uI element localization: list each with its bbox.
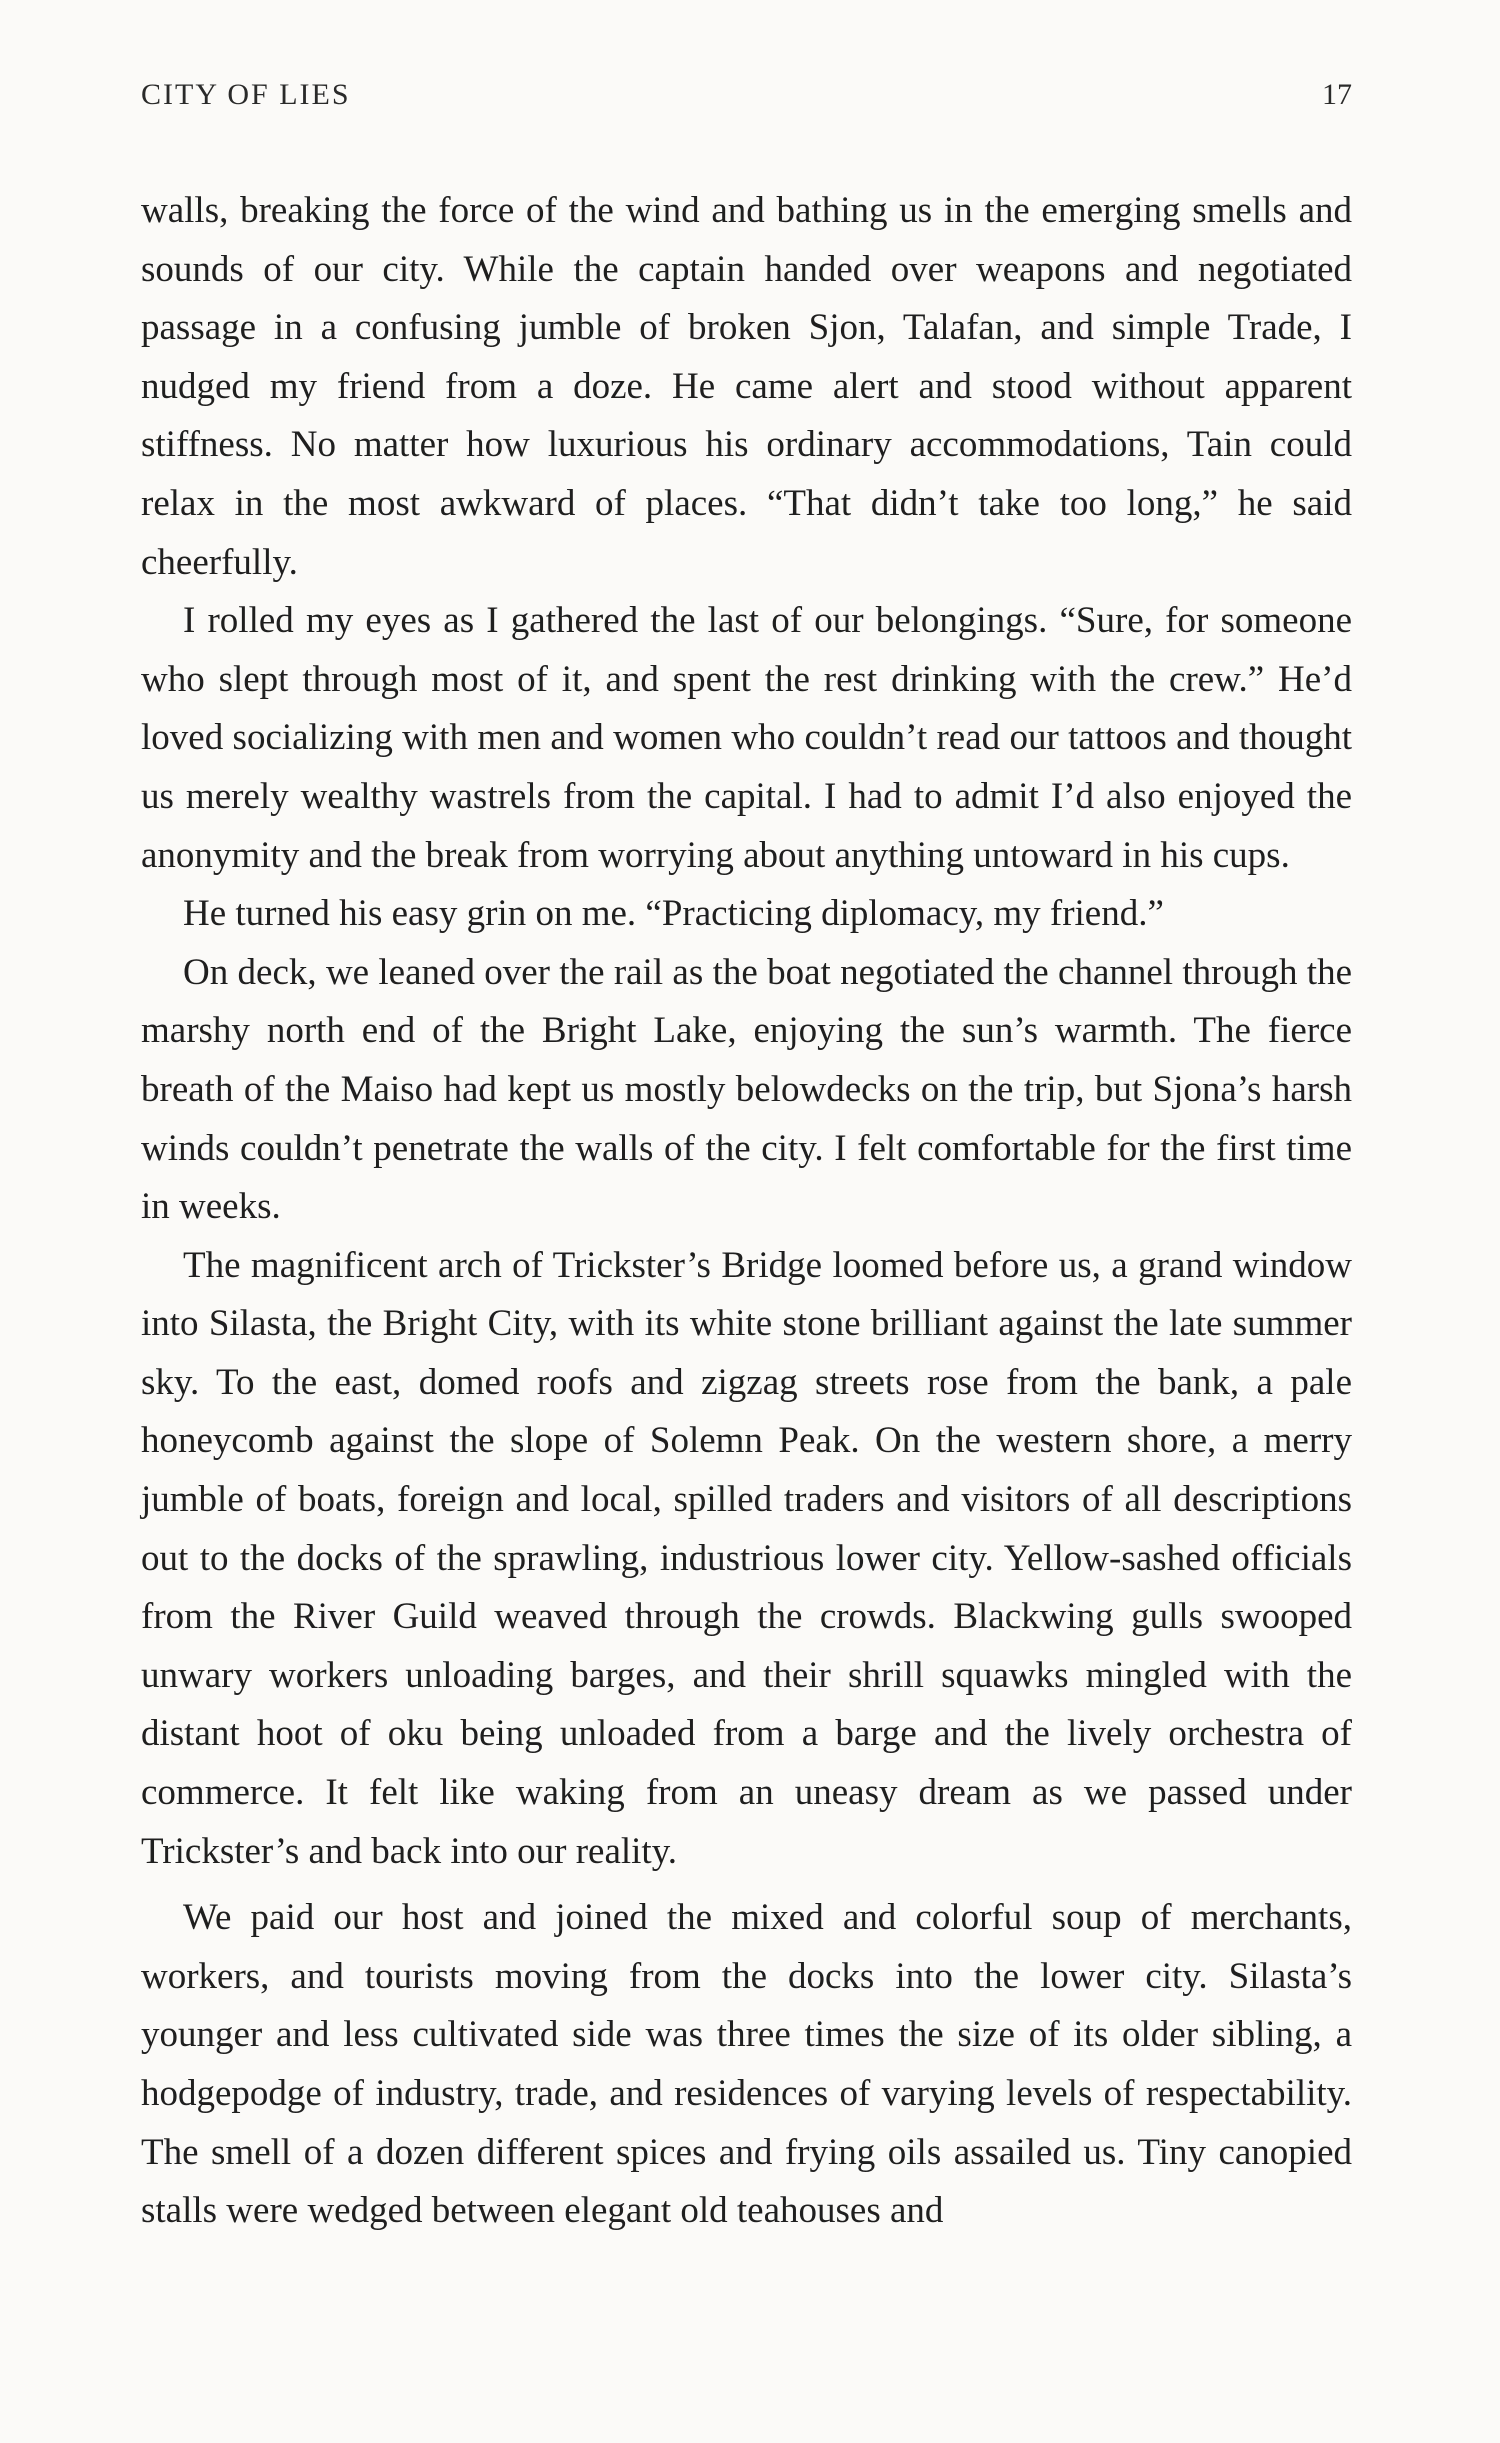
paragraph: The magnificent arch of Trickster’s Bridge loomed before us, a grand window into Silasta, the Bright City, with its white stone brilliant against the late summer sky. To the east, domed roofs and zigzag streets rose from the bank, a pale honeycomb against the slope of Solemn Peak. On the western shore, a merry jumble of boats, foreign and local, spilled traders and visitors of all descriptions out to the docks of the sprawling, industrious lower city. Yellow-sashed officials from the River Guild weaved through the crowds. Blackwing gulls swooped unwary workers unloading barges, and their shrill squawks mingled with the distant hoot of oku being unloaded from a barge and the lively orchestra of commerce. It felt like waking from an uneasy dream as we passed under Trickster’s and back into our reality. [141,1244,1352,1872]
paragraph: We paid our host and joined the mixed and colorful soup of merchants, workers, and tourists moving from the docks into the lower city. Silasta’s younger and less cultivated side was three times the size of its older sibling, a hodgepodge of industry, trade, and residences of varying levels of respectability. The smell of a dozen different spices and frying oils assailed us. Tiny canopied stalls were wedged between elegant old teahouses and [141,1897,1352,2232]
paragraph: On deck, we leaned over the rail as the boat negotiated the channel through the marshy north end of the Bright Lake, enjoying the sun’s warmth. The fierce breath of the Maiso had kept us mostly belowdecks on the trip, but Sjona’s harsh winds couldn’t penetrate the walls of the city. I felt comfortable for the first time in weeks. [141,951,1352,1228]
paragraph: I rolled my eyes as I gathered the last of our belongings. “Sure, for someone who slept through most of it, and spent the rest drinking with the crew.” He’d loved socializing with men and women who couldn’t read our tattoos and thought us merely wealthy wastrels from the capital. I had to admit I’d also enjoyed the anonymity and the break from worrying about anything untoward in his cups. [141,600,1352,876]
paragraph: He turned his easy grin on me. “Practicing diplomacy, my friend.” [183,893,1164,935]
running-head [141,78,1352,112]
body-text [141,182,1352,2241]
running-title: CITY OF LIES [141,78,351,111]
paragraph: walls, breaking the force of the wind and bathing us in the emerging smells and sounds of our city. While the captain handed over weapons and negotiated passage in a confusing jumble of broken Sjon, Talafan, and simple Trade, I nudged my friend from a doze. He came alert and stood without apparent stiffness. No matter how luxurious his ordinary accommodations, Tain could relax in the most awkward of places. “That didn’t take too long,” he said cheerfully. [141,190,1352,583]
page-number: 17 [1322,78,1352,111]
